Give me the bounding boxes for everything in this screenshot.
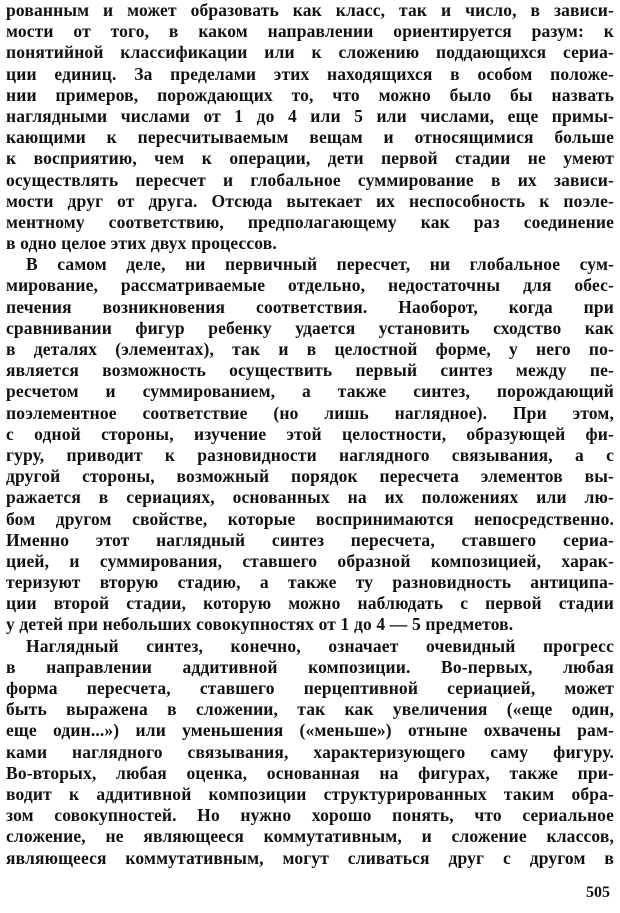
text-line: печения возникновения соответствия. Наоборот, когда при [6, 296, 614, 317]
text-line: осуществлять пересчет и глобальное суммирование в их зависи- [6, 169, 614, 190]
text-line: цией, и суммирования, ставшего образной композицией, харак- [6, 550, 614, 571]
text-line: являющееся коммутативным, могут сливаться друг с другом в [6, 847, 614, 868]
text-line: бом другом свойстве, которые воспринимаются непосредственно. [6, 508, 614, 529]
text-line: быть выражена в сложении, так как увеличения («еще один, [6, 699, 614, 720]
text-line: понятийной классификации или к сложению поддающихся сериа- [6, 42, 614, 63]
text-line: ками наглядного связывания, характеризующего саму фигуру. [6, 741, 614, 762]
text-line: ражается в сериациях, основанных на их положениях или лю- [6, 487, 614, 508]
text-line: В самом деле, ни первичный пересчет, ни глобальное сум- [26, 254, 614, 275]
text-line: Именно этот наглядный синтез пересчета, ставшего сериа- [6, 529, 614, 550]
text-line: поэлементное соответствие (но лишь наглядное). При этом, [6, 402, 614, 423]
page-number: 505 [586, 884, 610, 901]
text-line: в одно целое этих двух процессов. [6, 233, 277, 254]
text-line: нии примеров, порождающих то, что можно было бы назвать [6, 84, 614, 105]
text-line: в направлении аддитивной композиции. Во-первых, любая [6, 656, 614, 677]
text-line: водит к аддитивной композиции структурированных таким обра- [6, 783, 614, 804]
text-line: сравнивании фигур ребенку удается установить сходство как [6, 317, 614, 338]
text-line: является возможность осуществить первый синтез между пе- [6, 360, 614, 381]
text-line: кающими к пересчитываемым вещам и относящимися больше [6, 127, 614, 148]
body-text [6, 0, 614, 869]
text-line: мости друг от друга. Отсюда вытекает их неспособность к поэле- [6, 190, 614, 211]
text-line: ции второй стадии, которую можно наблюдать с первой стадии [6, 593, 614, 614]
text-line: рованным и может образовать как класс, так и число, в зависи- [6, 0, 614, 20]
text-line: зом совокупностей. Но нужно хорошо понять, что сериальное [6, 805, 614, 826]
text-line: другой стороны, возможный порядок пересчета элементов вы- [6, 466, 614, 487]
text-line: с одной стороны, изучение этой целостности, образующей фи- [6, 423, 614, 444]
text-line: сложение, не являющееся коммутативным, и сложение классов, [6, 826, 614, 847]
text-line: Во-вторых, любая оценка, основанная на фигурах, также при- [6, 762, 614, 783]
text-line: ресчетом и суммированием, а также синтез, порождающий [6, 381, 614, 402]
text-line: в деталях (элементах), так и в целостной форме, у него по- [6, 339, 614, 359]
text-line: мирование, рассматриваемые отдельно, недостаточны для обес- [6, 275, 614, 296]
text-line: к восприятию, чем к операции, дети первой стадии не умеют [6, 148, 614, 169]
text-line: мости от того, в каком направлении ориентируется разум: к [6, 21, 614, 42]
text-line: у детей при небольших совокупностях от 1 до 4 — 5 предметов. [6, 614, 514, 635]
text-line: Наглядный синтез, конечно, означает очевидный прогресс [26, 635, 614, 656]
text-line: ментному соответствию, предполагающему как раз соединение [6, 211, 614, 232]
text-line: гуру, приводит к разновидности наглядного связывания, а с [6, 444, 614, 465]
text-line: наглядными числами от 1 до 4 или 5 или числами, еще примы- [6, 105, 614, 126]
text-line: еще один...») или уменьшения («меньше») отныне охвачены рам- [6, 720, 614, 741]
text-line: теризуют вторую стадию, а также ту разновидность антиципа- [6, 572, 614, 593]
text-line: ции единиц. За пределами этих находящихся в особом положе- [6, 63, 614, 84]
text-line: форма пересчета, ставшего перцептивной сериацией, может [6, 678, 614, 698]
